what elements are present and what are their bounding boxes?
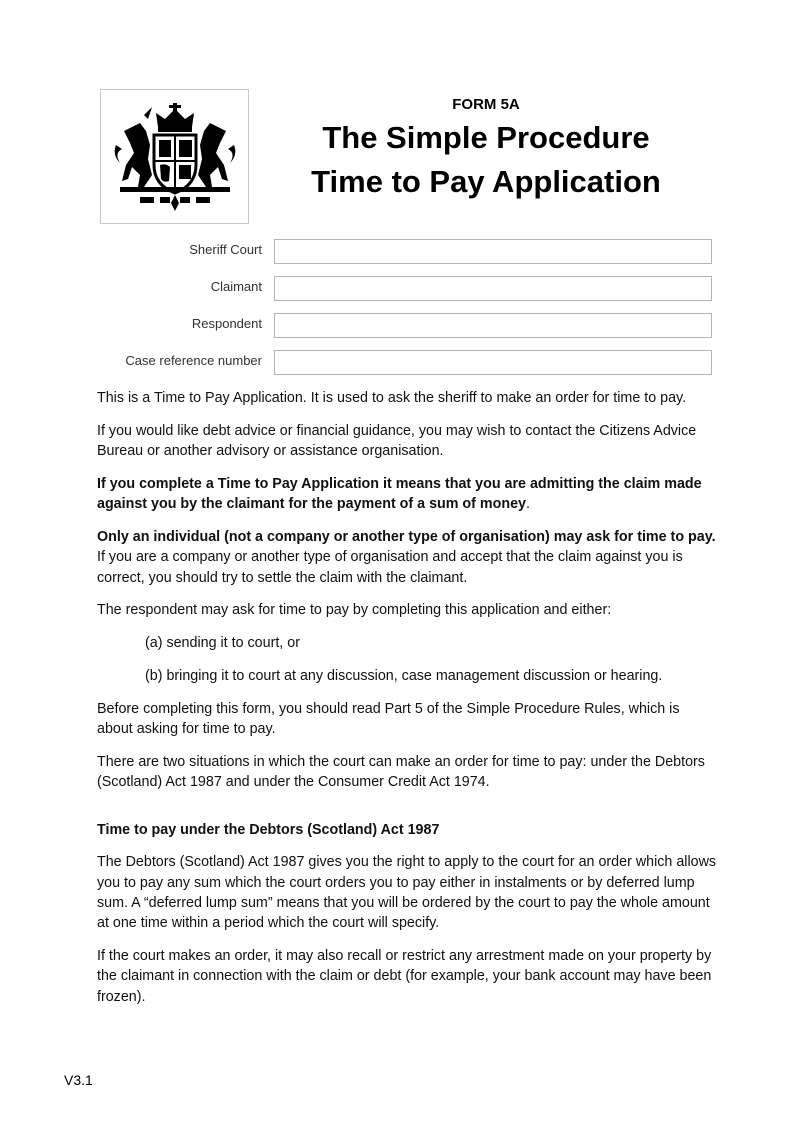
claimant-label: Claimant (210, 279, 262, 294)
respondent-row (100, 313, 712, 338)
how-to-apply-paragraph: The respondent may ask for time to pay by completing this application and either: (97, 602, 612, 619)
section-heading-debtors-act: Time to pay under the Debtors (Scotland) Act 1987 (97, 822, 440, 839)
claimant-row (100, 276, 712, 301)
respondent-input[interactable] (274, 313, 712, 338)
royal-crest-icon (110, 101, 240, 213)
individual-only-paragraph: Only an individual (not a company or another type of organisation) may ask for time to pay. If you are a company or another type of organisation and accept that the claim against you is correct, you should try to settle the claim with the claimant. (97, 528, 716, 586)
list-item-a: (a) sending it to court, or (145, 635, 300, 652)
sheriff-court-input[interactable] (274, 239, 712, 264)
form-instructions (97, 388, 717, 1020)
coat-of-arms-logo (100, 89, 249, 224)
admission-bold-text: If you complete a Time to Pay Application it means that you are admitting the claim made against you by the claimant for the payment of a sum of money (97, 475, 702, 513)
form-number: FORM 5A (452, 96, 520, 113)
admission-paragraph: If you complete a Time to Pay Application it means that you are admitting the claim made against you by the claimant for the payment of a sum of money. (97, 475, 702, 513)
two-situations-paragraph: There are two situations in which the court can make an order for time to pay: under the Debtors (Scotland) Act 1987 and under the Consumer Credit Act 1974. (97, 753, 705, 791)
title-line-2: Time to Pay Application (311, 164, 661, 199)
page-title (290, 116, 682, 204)
respondent-label: Respondent (191, 316, 262, 331)
debtors-act-paragraph: The Debtors (Scotland) Act 1987 gives you the right to apply to the court for an order which allows you to pay any sum which the court orders you to pay either in instalments or by deferred lump sum. A “deferred lump sum” means that you will be ordered by the court to pay the whole amount at one time within a period which the court will specify. (97, 854, 717, 932)
individual-only-bold-text: Only an individual (not a company or another type of organisation) may ask for time to pay. (97, 528, 716, 545)
list-item-b: (b) bringing it to court at any discussion, case management discussion or hearing. (145, 667, 663, 684)
claimant-input[interactable] (274, 276, 712, 301)
version-label: V3.1 (64, 1072, 93, 1088)
debt-advice-paragraph: If you would like debt advice or financial guidance, you may wish to contact the Citizens Advice Bureau or another advisory or assistance organisation. (97, 422, 697, 460)
intro-paragraph: This is a Time to Pay Application. It is used to ask the sheriff to make an order for time to pay. (97, 390, 687, 406)
case-reference-row (100, 350, 712, 375)
arrestment-paragraph: If the court makes an order, it may also recall or restrict any arrestment made on your property by the claimant in connection with the claim or debt (for example, your bank account may have been frozen). (97, 948, 712, 1005)
case-reference-label: Case reference number (125, 353, 262, 368)
read-rules-paragraph: Before completing this form, you should read Part 5 of the Simple Procedure Rules, which is about asking for time to pay. (97, 700, 680, 738)
sheriff-court-row (100, 239, 712, 264)
title-line-1: The Simple Procedure (322, 120, 650, 155)
case-reference-input[interactable] (274, 350, 712, 375)
sheriff-court-label: Sheriff Court (189, 242, 262, 257)
